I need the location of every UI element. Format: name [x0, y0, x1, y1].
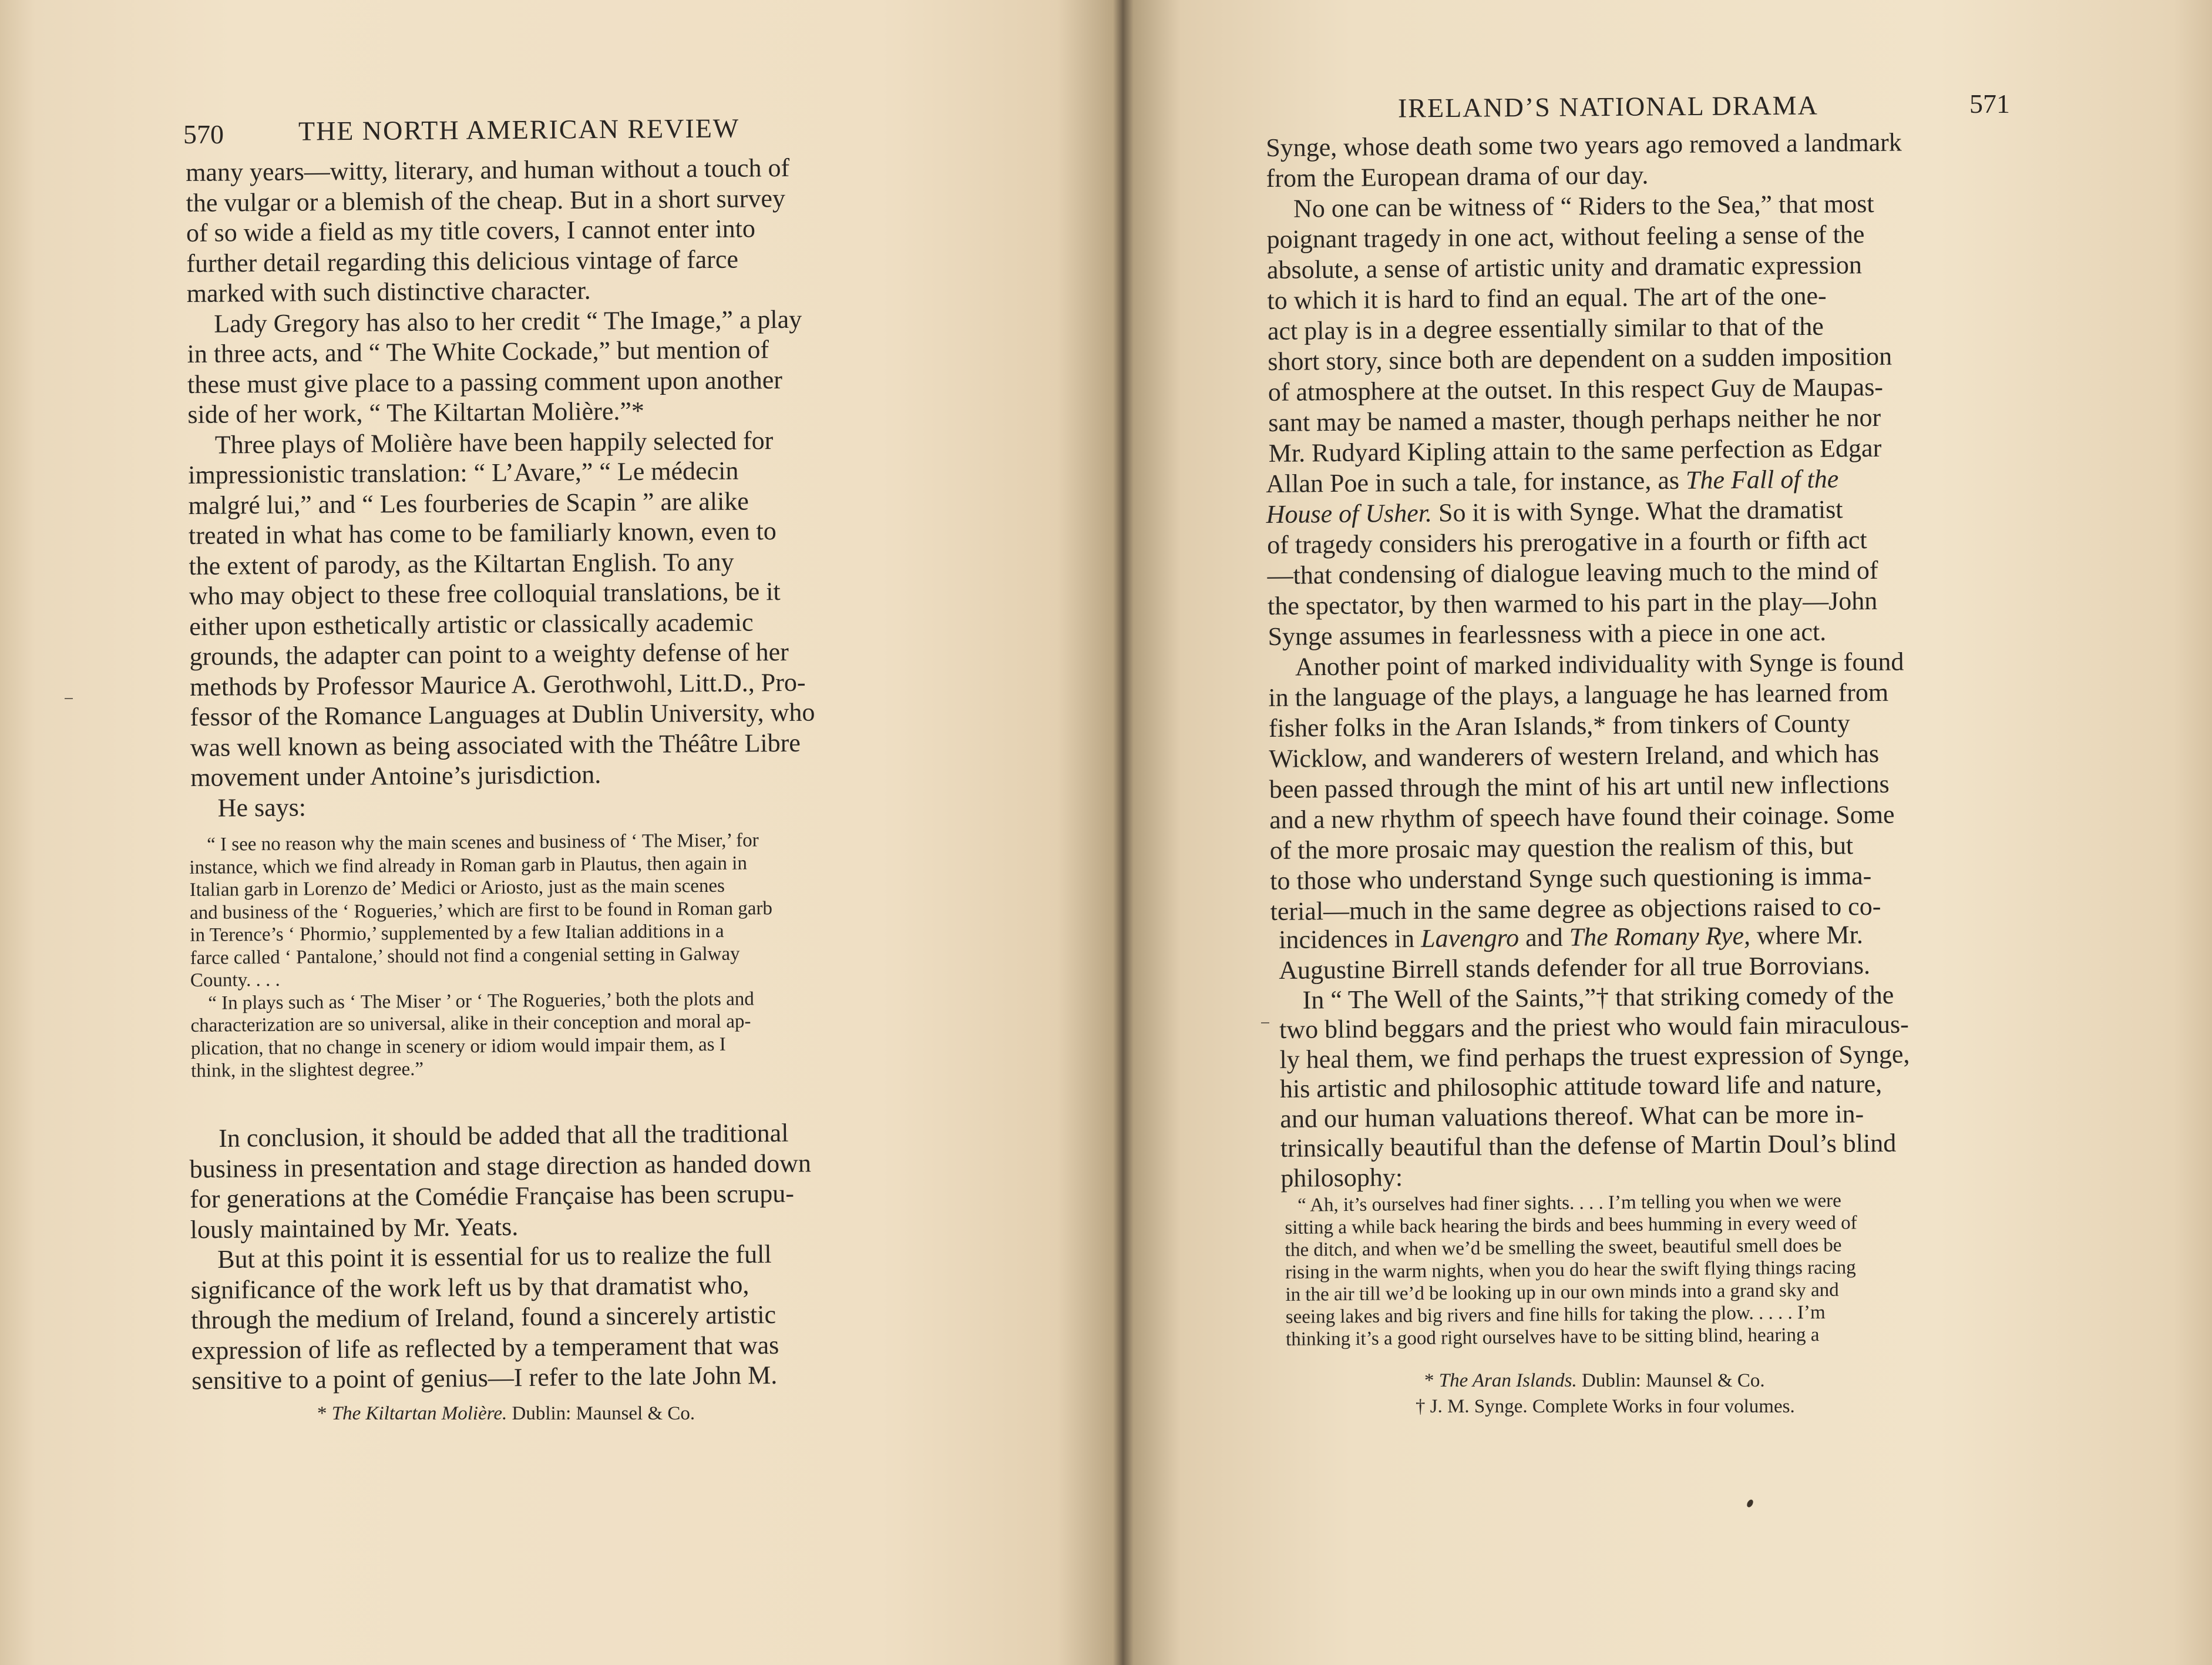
text-line: been passed through the mint of his art until new inflections: [1269, 769, 1890, 804]
text-line: “ Ah, it’s ourselves had finer sights. . . . I’m telling you when we were: [1297, 1190, 1841, 1216]
text-line: In conclusion, it should be added that all the traditional: [218, 1118, 789, 1153]
text-line: of atmosphere at the outset. In this respect Guy de Maupas-: [1268, 372, 1884, 407]
text-line: and our human valuations thereof. What can be more in-: [1280, 1099, 1864, 1133]
text-line: No one can be witness of “ Riders to the Sea,” that most: [1293, 189, 1874, 223]
text-line: marked with such distinctive character.: [186, 276, 591, 308]
footnote-left: [317, 1402, 695, 1425]
text-line: In “ The Well of the Saints,”† that striking comedy of the: [1302, 980, 1894, 1015]
text-line: in the language of the plays, a language he has learned from: [1268, 677, 1889, 712]
text-line: characterization are so universal, alike in their conception and moral ap-: [190, 1011, 751, 1036]
text-line: philosophy:: [1280, 1162, 1403, 1193]
text-line: significance of the work left us by that dramatist who,: [190, 1270, 749, 1304]
text-line: Mr. Rudyard Kipling attain to the same perfection as Edgar: [1268, 433, 1882, 468]
page-number-left: 570: [183, 119, 224, 149]
lav-line-end: where Mr.: [1750, 920, 1864, 950]
text-line: and a new rhythm of speech have found their coinage. Some: [1269, 800, 1895, 834]
lav-and: and: [1518, 922, 1569, 952]
text-line: Italian garb in Lorenzo de’ Medici or Ariosto, just as the main scenes: [189, 875, 725, 901]
romany-rye-title: The Romany Rye,: [1569, 921, 1751, 952]
text-line: malgré lui,” and “ Les fourberies de Scapin ” are alike: [188, 486, 749, 520]
text-line: grounds, the adapter can point to a weighty defense of her: [189, 637, 789, 671]
text-line: expression of life as reflected by a temperament that was: [191, 1330, 779, 1365]
footnote-right-2: † J. M. Synge. Complete Works in four volumes.: [1416, 1396, 1795, 1417]
ink-speck: [1746, 1499, 1754, 1509]
text-line: in the air till we’d be looking up in our own minds into a grand sky and: [1285, 1279, 1839, 1305]
footnote-publisher: Dublin: Maunsel & Co.: [1582, 1370, 1765, 1391]
text-line: the ditch, and when we’d be smelling the sweet, beautiful smell does be: [1285, 1234, 1842, 1261]
left-block-quote: [189, 827, 941, 1082]
text-line: treated in what has come to be familiarly known, even to: [188, 516, 776, 550]
text-line: “ In plays such as ‘ The Miser ’ or ‘ The Rogueries,’ both the plots and: [208, 988, 754, 1014]
text-line: his artistic and philosophic attitude toward life and nature,: [1279, 1069, 1882, 1103]
text-line: He says:: [217, 792, 307, 823]
text-line: was well known as being associated with the Théâtre Libre: [190, 728, 801, 762]
text-line: to which it is hard to find an equal. The art of the one-: [1267, 281, 1827, 315]
text-line: side of her work, “ The Kiltartan Molière.”*: [187, 396, 645, 429]
lav-line-start: incidences in: [1279, 924, 1421, 954]
text-line: Three plays of Molière have been happily selected for: [214, 425, 774, 459]
running-head-right: IRELAND’S NATIONAL DRAMA: [1397, 90, 1818, 123]
poe-title-continued: House of Usher.: [1266, 498, 1433, 529]
text-line: two blind beggars and the priest who would fain miraculous-: [1279, 1009, 1909, 1044]
text-line: of so wide a field as my title covers, I cannot enter into: [186, 214, 756, 247]
text-line: these must give place to a passing comment upon another: [187, 365, 783, 399]
footnote-title: The Kiltartan Molière.: [331, 1403, 507, 1424]
text-line: of the more prosaic may question the realism of this, but: [1269, 831, 1854, 865]
lavengro-title: Lavengro: [1420, 923, 1520, 953]
text-line: rising in the warm nights, when you do hear the swift flying things racing: [1285, 1257, 1856, 1283]
footnote-mark: *: [317, 1403, 327, 1424]
text-line: the spectator, by then warmed to his part in the play—John: [1267, 586, 1878, 620]
text-line: seeing lakes and big rivers and fine hills for taking the plow. . . . . I’m: [1285, 1301, 1826, 1328]
text-line: Augustine Birrell stands defender for all true Borrovians.: [1279, 951, 1871, 985]
text-line: farce called ‘ Pantalone,’ should not find a congenial setting in Galway: [190, 943, 740, 969]
text-line: lously maintained by Mr. Yeats.: [190, 1211, 519, 1244]
left-body-text-continued: [189, 1116, 953, 1395]
text-line: think, in the slightest degree.”: [191, 1058, 424, 1082]
text-line: “ I see no reason why the main scenes and business of ‘ The Miser,’ for: [207, 830, 759, 855]
footnote-right-1: [1424, 1369, 1765, 1392]
text-line: sant may be named a master, though perhaps neither he nor: [1268, 402, 1881, 437]
text-line: act play is in a degree essentially similar to that of the: [1267, 311, 1824, 345]
poe-line-end: So it is with Synge. What the dramatist: [1431, 495, 1843, 528]
page-number-right: 571: [1969, 89, 2010, 119]
text-line: who may object to these free colloquial translations, be it: [189, 577, 781, 610]
poe-title: The Fall of the: [1685, 464, 1839, 495]
text-line: plication, that no change in scenery or idiom would impair them, as I: [190, 1033, 726, 1059]
running-head-left: THE NORTH AMERICAN REVIEW: [298, 113, 740, 146]
text-line: County. . . .: [190, 969, 280, 991]
text-line: absolute, a sense of artistic unity and dramatic expression: [1266, 250, 1863, 284]
text-line: fisher folks in the Aran Islands,* from tinkers of County: [1268, 709, 1850, 743]
left-body-text: [186, 152, 943, 823]
text-line: fessor of the Romance Languages at Dublin University, who: [190, 697, 815, 731]
text-line: in three acts, and “ The White Cockade,” but mention of: [187, 335, 769, 368]
text-line: the vulgar or a blemish of the cheap. But in a short survey: [186, 183, 786, 217]
text-line: sensitive to a point of genius—I refer to the late John M.: [191, 1360, 778, 1395]
text-line: poignant tragedy in one act, without feeling a sense of the: [1266, 220, 1865, 254]
text-line: movement under Antoine’s jurisdiction.: [190, 760, 601, 792]
text-line: Lady Gregory has also to her credit “ The Image,” a play: [214, 304, 802, 338]
footnote-mark: *: [1424, 1370, 1434, 1391]
text-line: ly heal them, we find perhaps the truest expression of Synge,: [1279, 1039, 1910, 1074]
text-line: sitting a while back hearing the birds and bees humming in every weed of: [1285, 1212, 1857, 1238]
text-line: the extent of parody, as the Kiltartan English. To any: [189, 547, 734, 580]
text-line: to those who understand Synge such questioning is imma-: [1270, 861, 1872, 895]
right-body-text: [1266, 127, 1971, 468]
text-line: in Terence’s ‘ Phormio,’ supplemented by a few Italian additions in a: [190, 920, 724, 946]
text-line: further detail regarding this delicious vintage of farce: [186, 244, 739, 278]
text-line: instance, which we find already in Roman garb in Plautus, then again in: [189, 852, 748, 878]
text-line: of tragedy considers his prerogative in a fourth or fifth act: [1267, 525, 1867, 559]
text-line: terial—much in the same degree as objections raised to co-: [1270, 891, 1881, 926]
text-line: and business of the ‘ Rogueries,’ which are first to be found in Roman garb: [189, 897, 773, 924]
text-line: from the European drama of our day.: [1266, 160, 1649, 193]
text-line: But at this point it is essential for us to realize the full: [217, 1239, 772, 1274]
text-line: Synge assumes in fearlessness with a piece in one act.: [1268, 617, 1827, 651]
footnote-title: The Aran Islands.: [1438, 1370, 1577, 1391]
poe-line-start: Allan Poe in such a tale, for instance, as: [1266, 465, 1686, 498]
text-line: through the medium of Ireland, found a sincerely artistic: [190, 1300, 776, 1335]
text-line: impressionistic translation: “ L’Avare,” “ Le médecin: [188, 456, 739, 489]
text-line: many years—witty, literary, and human without a touch of: [186, 153, 790, 187]
margin-mark: [1261, 1022, 1269, 1023]
text-line: —that condensing of dialogue leaving much to the mind of: [1267, 555, 1878, 590]
text-line: thinking it’s a good right ourselves have to be sitting blind, hearing a: [1286, 1324, 1820, 1350]
text-line: short story, since both are dependent on a sudden imposition: [1268, 341, 1892, 376]
right-page: [1125, 0, 2212, 1665]
text-line: Wicklow, and wanderers of western Ireland, and which has: [1269, 738, 1880, 773]
text-line: trinsically beautiful than the defense of Martin Doul’s blind: [1280, 1128, 1897, 1163]
text-line: business in presentation and stage direction as handed down: [189, 1148, 812, 1183]
margin-mark: [65, 698, 73, 699]
footnote-publisher: Dublin: Maunsel & Co.: [512, 1403, 695, 1424]
text-line: Synge, whose death some two years ago removed a landmark: [1266, 127, 1902, 162]
text-line: for generations at the Comédie Française has been scrupu-: [190, 1179, 795, 1214]
text-line: methods by Professor Maurice A. Gerothwohl, Litt.D., Pro-: [189, 667, 806, 701]
text-line: Another point of marked individuality with Synge is found: [1295, 647, 1904, 682]
text-line: either upon esthetically artistic or classically academic: [189, 607, 754, 641]
